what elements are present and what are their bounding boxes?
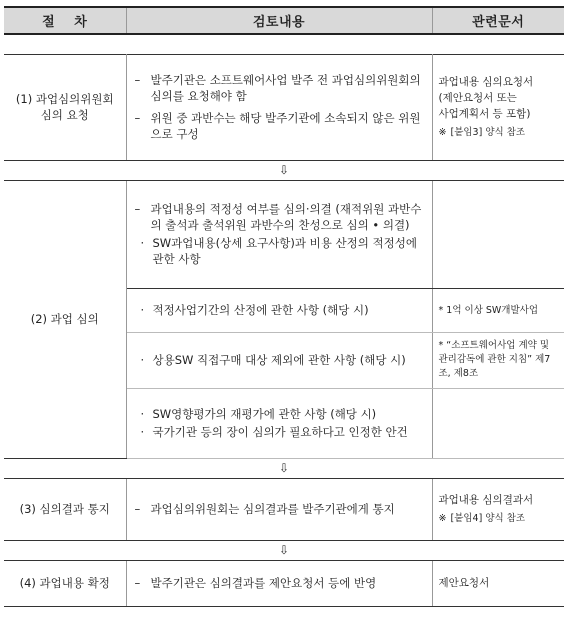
flow-arrow-1 <box>4 160 564 180</box>
step-3-content <box>126 478 432 540</box>
step-2-content-d <box>126 388 432 458</box>
step-3-row <box>4 478 564 540</box>
step-2-doc-a <box>432 180 564 288</box>
procedure-table <box>4 6 564 607</box>
step-2-content-b <box>126 288 432 332</box>
step-2-doc-d <box>432 388 564 458</box>
reference-note: ※ [붙임3] 양식 참조 <box>438 126 526 138</box>
content-item: – 발주기관은 소프트웨어사업 발주 전 과업심의위원회의 심의를 요청해야 함 <box>134 73 421 103</box>
step-3-docs: 과업내용 심의결과서 ※ [붙임4] 양식 참조 <box>432 478 564 540</box>
content-item: · SW영향평가의 재평가에 관한 사항 (해당 시) <box>140 407 377 421</box>
flow-arrow-3 <box>4 540 564 560</box>
content-item: – 발주기관은 심의결과를 제안요청서 등에 반영 <box>134 576 377 590</box>
reference-note: ※ [붙임4] 양식 참조 <box>438 512 526 524</box>
step-1-content <box>126 54 432 160</box>
content-item: – 과업심의위원회는 심의결과를 발주기관에게 통지 <box>134 502 395 516</box>
header-docs: 관련문서 <box>432 7 564 34</box>
step-1-label: (1) 과업심의위원회 심의 요청 <box>4 54 126 160</box>
content-item: – 위원 중 과반수는 해당 발주기관에 소속되지 않은 위원으로 구성 <box>134 111 421 141</box>
table-header-row <box>4 7 564 34</box>
step-2-doc-b: * 1억 이상 SW개발사업 <box>432 288 564 332</box>
content-item: · 적정사업기간의 산정에 관한 사항 (해당 시) <box>140 303 369 317</box>
down-arrow-icon: ⇩ <box>278 461 290 475</box>
step-2-row-a <box>4 180 564 288</box>
step-2-content-a <box>126 180 432 288</box>
down-arrow-icon: ⇩ <box>278 543 290 557</box>
step-1-row <box>4 54 564 160</box>
step-1-docs: 과업내용 심의요청서 (제안요청서 또는 사업계획서 등 포함) ※ [붙임3] 양식 참조 <box>432 54 564 160</box>
content-item: – 과업내용의 적정성 여부를 심의·의결 (재적위원 과반수의 출석과 출석위원 과반수의 찬성으로 심의 • 의결) <box>134 202 422 232</box>
step-4-row <box>4 560 564 606</box>
step-4-docs: 제안요청서 <box>432 560 564 606</box>
header-step: 절 차 <box>4 7 126 34</box>
step-4-label: (4) 과업내용 확정 <box>4 560 126 606</box>
content-item: · 상용SW 직접구매 대상 제외에 관한 사항 (해당 시) <box>140 353 406 367</box>
header-content: 검토내용 <box>126 7 432 34</box>
step-2-doc-c: * “소프트웨어사업 계약 및 관리감독에 관한 지침” 제7조, 제8조 <box>432 332 564 388</box>
content-item: · SW과업내용(상세 요구사항)과 비용 산정의 적정성에 관한 사항 <box>140 236 417 266</box>
step-3-label: (3) 심의결과 통지 <box>4 478 126 540</box>
step-4-content <box>126 560 432 606</box>
down-arrow-icon: ⇩ <box>278 163 290 177</box>
flow-arrow-2 <box>4 458 564 478</box>
step-2-content-c <box>126 332 432 388</box>
step-2-label: (2) 과업 심의 <box>4 180 126 458</box>
content-item: · 국가기관 등의 장이 심의가 필요하다고 인정한 안건 <box>140 425 408 439</box>
